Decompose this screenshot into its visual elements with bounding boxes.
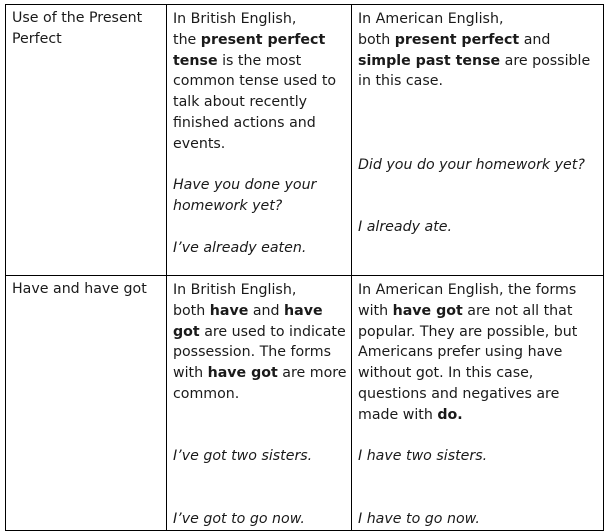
- cell-intro: In British English,: [173, 11, 297, 27]
- comparison-table: [5, 4, 604, 531]
- american-explanation: [358, 9, 599, 92]
- bold-term: have got: [392, 302, 463, 319]
- text-run: and: [519, 31, 551, 48]
- text-run: are used to indicate possession. The forms with: [173, 323, 346, 382]
- text-run: both: [173, 302, 210, 319]
- row-heading-text: Use of the Present Perfect: [12, 10, 143, 47]
- example-sentence: I’ve already eaten.: [173, 239, 307, 256]
- row-heading-text: Have and have got: [12, 281, 147, 297]
- text-run: and: [248, 302, 285, 319]
- example-sentence: I’ve got to go now.: [173, 510, 305, 527]
- example-sentence: Did you do your homework yet?: [358, 156, 585, 173]
- example-sentence: I already ate.: [358, 218, 452, 235]
- british-explanation: [173, 280, 347, 405]
- table-row: [6, 276, 604, 531]
- bold-term: have got: [207, 365, 278, 382]
- bold-term: do.: [437, 406, 463, 423]
- example-sentence: I’ve got two sisters.: [173, 448, 313, 465]
- bold-term: simple past tense: [358, 52, 501, 69]
- bold-term: present perfect tense: [173, 31, 326, 69]
- text-run: both: [358, 31, 395, 48]
- british-english-cell: [167, 276, 352, 531]
- bold-term: have got: [173, 302, 323, 340]
- text-run: the: [173, 31, 201, 48]
- example-sentence: Have you done your homework yet?: [173, 177, 317, 215]
- row-heading: [6, 276, 167, 531]
- bold-term: have: [209, 302, 249, 319]
- text-run: In American English, the forms with: [358, 282, 577, 319]
- bold-term: present perfect: [394, 31, 520, 48]
- cell-intro: In British English,: [173, 282, 297, 298]
- text-run: is the most common tense used to talk about recently finished actions and events.: [173, 52, 337, 152]
- example-sentence: I have to go now.: [358, 510, 480, 527]
- row-heading: [6, 5, 167, 276]
- text-run: are not all that popular. They are possible, but Americans prefer using have without got. In this case, questions and negatives are made with: [358, 302, 578, 423]
- text-run: are more common.: [173, 365, 347, 402]
- text-run: are possible in this case.: [358, 52, 591, 90]
- american-english-cell: [352, 5, 604, 276]
- table-row: [6, 5, 604, 276]
- american-english-cell: [352, 276, 604, 531]
- american-explanation: [358, 280, 599, 426]
- british-explanation: [173, 9, 347, 155]
- cell-intro: In American English,: [358, 11, 504, 27]
- example-sentence: I have two sisters.: [358, 448, 488, 465]
- british-english-cell: [167, 5, 352, 276]
